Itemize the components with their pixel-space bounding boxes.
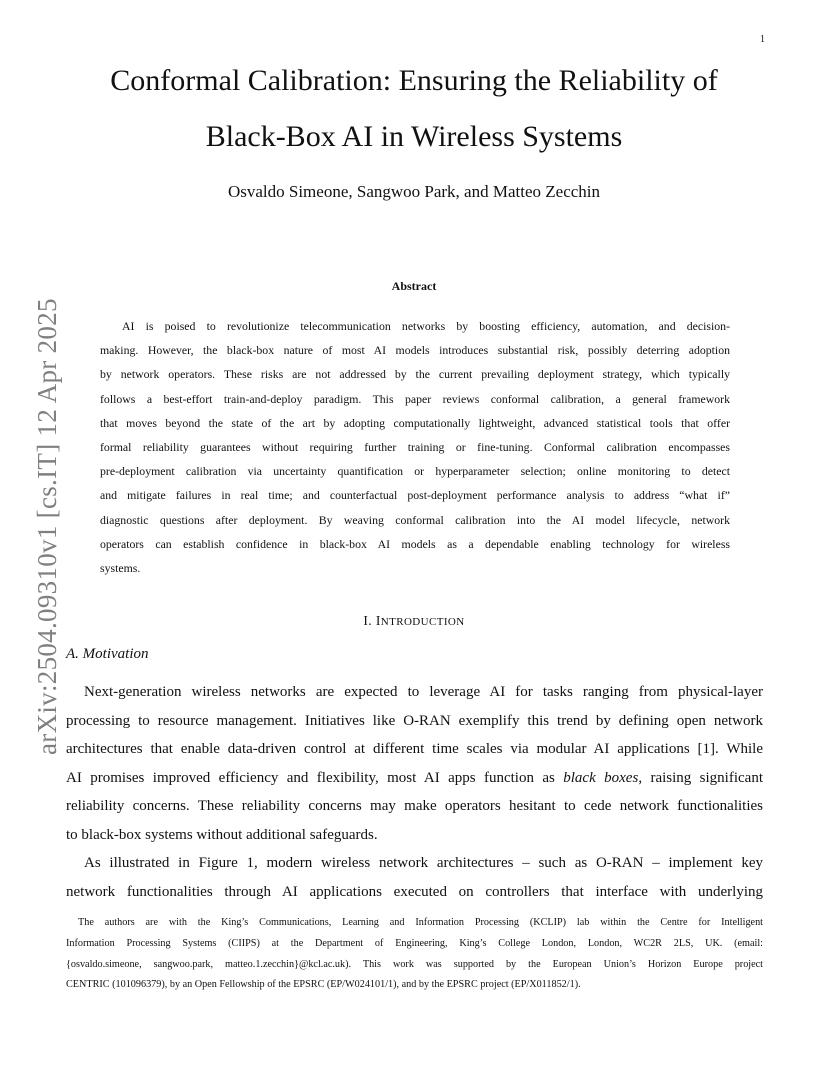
abstract-line: and mitigate failures in real time; and counterfactual post-deployment performance analysis to address “what if”: [100, 488, 730, 503]
abstract-heading: Abstract: [391, 279, 437, 293]
body-text: [66, 678, 763, 906]
section-title-initial: I: [375, 613, 381, 628]
subsection-heading-motivation: A. Motivation: [66, 646, 149, 662]
body-line: network functionalities through AI applications executed on controllers that interface with underlying: [66, 883, 763, 900]
abstract-line: diagnostic questions after deployment. By weaving conformal calibration into the AI model lifecycle, network: [100, 512, 730, 527]
abstract-line: by network operators. These risks are not addressed by the current prevailing deployment strategy, which typically: [100, 367, 730, 382]
footnote-line: Information Processing Systems (CIIPS) at the Department of Engineering, King’s College London, London, WC2R 2LS, UK. (email:: [66, 937, 763, 949]
abstract-line: making. However, the black-box nature of most AI models introduces substantial risk, possibly deterring adoption: [100, 343, 730, 358]
body-text-run: AI promises improved efficiency and flexibility, most AI apps function as: [66, 769, 564, 786]
section-heading-introduction: [0, 613, 828, 629]
page-number: 1: [760, 34, 765, 45]
emphasis-black-boxes: black boxes: [563, 769, 639, 786]
abstract-body: [100, 314, 730, 580]
footnote-line: The authors are with the King’s Communications, Learning and Information Processing (KCLIP) lab within the Centre for Intelligent: [78, 917, 763, 928]
author-list: Osvaldo Simeone, Sangwoo Park, and Matteo Zecchin: [227, 182, 601, 201]
paper-title-line-2: Black-Box AI in Wireless Systems: [205, 120, 623, 153]
section-title-rest: NTRODUCTION: [380, 616, 465, 628]
abstract-line: AI is poised to revolutionize telecommunication networks by boosting efficiency, automation, and decision-: [122, 319, 730, 333]
abstract-line: follows a best-effort train-and-deploy paradigm. This paper reviews conformal calibration, a general framework: [100, 391, 730, 406]
body-text-run: , raising significant: [638, 769, 763, 786]
paper-title-line-1: Conformal Calibration: Ensuring the Reliability of: [110, 64, 718, 97]
arxiv-identifier-stamp: arXiv:2504.09310v1 [cs.IT] 12 Apr 2025: [32, 298, 62, 755]
abstract-line: formal reliability guarantees without requiring further training or fine-tuning. Conformal calibration encompasses: [100, 439, 730, 454]
abstract-line: that moves beyond the state of the art by adopting computationally lightweight, advanced statistical tools that offer: [100, 415, 730, 430]
body-line: architectures that enable data-driven control at different time scales via modular AI applications [1]. While: [66, 741, 763, 757]
section-number: I.: [363, 613, 373, 628]
body-line: As illustrated in Figure 1, modern wireless network architectures – such as O-RAN – implement key: [84, 855, 763, 871]
author-affiliation-footnote: [66, 913, 763, 996]
abstract-line: operators can establish confidence in black-box AI models as a dependable enabling technology for wireless: [100, 536, 730, 551]
footnote-line: {osvaldo.simeone, sangwoo.park, matteo.1.zecchin}@kcl.ac.uk). This work was supported by the European Union’s Horizon Europe project: [66, 958, 763, 970]
abstract-line: systems.: [100, 560, 141, 575]
abstract-line: pre-deployment calibration via uncertainty quantification or hyperparameter selection; online monitoring to detect: [100, 464, 730, 479]
body-line: processing to resource management. Initiatives like O-RAN exemplify this trend by defining open network: [66, 712, 763, 729]
footnote-line: CENTRIC (101096379), by an Open Fellowship of the EPSRC (EP/W024101/1), and by the EPSRC project (EP/X011852/1).: [66, 979, 581, 991]
body-line: Next-generation wireless networks are expected to leverage AI for tasks ranging from physical-layer: [84, 684, 763, 700]
body-line: [66, 764, 763, 793]
body-line: to black-box systems without additional safeguards.: [66, 826, 378, 843]
body-line: reliability concerns. These reliability concerns may make operators hesitant to cede network functionalities: [66, 798, 763, 814]
